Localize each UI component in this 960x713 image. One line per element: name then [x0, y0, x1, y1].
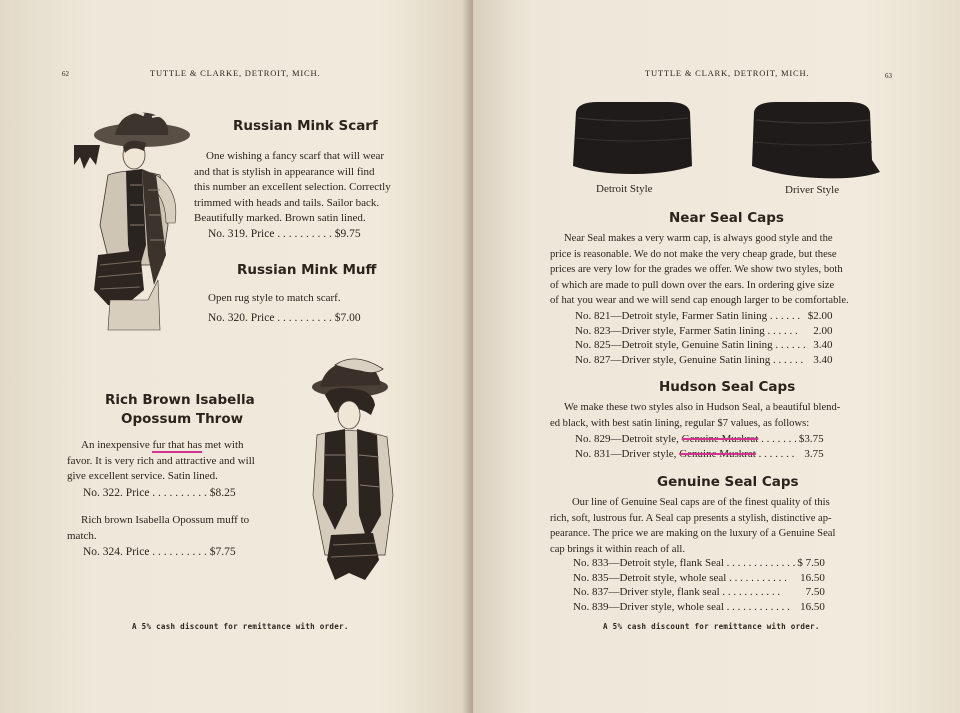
genuine-seal-line: cap brings it within reach of all.	[550, 543, 686, 555]
item-price: $2.00	[807, 310, 833, 323]
page-number: 63	[885, 72, 892, 80]
hudson-seal-price-list	[575, 432, 824, 461]
price-row	[573, 571, 825, 586]
item-desc: No. 837—Driver style, flank seal . . . . . . . . . . .	[573, 586, 781, 599]
genuine-seal-description	[550, 495, 889, 557]
genuine-seal-line: pearance. The price we are making on the luxury of a Genuine Seal	[550, 528, 836, 540]
item-price: 16.50	[800, 600, 825, 613]
scarf-title: Russian Mink Scarf	[233, 118, 378, 134]
price-row	[573, 556, 825, 571]
page-footer: A 5% cash discount for remittance with order.	[132, 622, 349, 631]
item-leader: . . . . . . .	[755, 447, 795, 460]
throw-muff-description	[67, 513, 282, 544]
price-row	[575, 432, 824, 447]
near-seal-line: price is reasonable. We do not make the very cheap grade, but these	[550, 248, 837, 260]
scarf-price-line: No. 319. Price . . . . . . . . . . $9.75	[208, 228, 361, 240]
throw-price-line: No. 322. Price . . . . . . . . . . $8.25	[83, 487, 236, 499]
near-seal-line: prices are very low for the grades we offer. We show two styles, both	[550, 264, 843, 276]
muff-price-line: No. 320. Price . . . . . . . . . . $7.00	[208, 312, 361, 324]
detroit-style-cap-image	[568, 100, 698, 178]
detroit-style-label: Detroit Style	[596, 183, 653, 195]
price-row	[573, 585, 825, 600]
price-row	[575, 447, 824, 462]
right-page	[473, 0, 960, 713]
running-head: TUTTLE & CLARKE, DETROIT, MICH.	[150, 68, 321, 78]
scarf-description	[194, 149, 408, 165]
near-seal-line: of which are made to pull down over the ears. In ordering give size	[550, 279, 835, 291]
item-desc: No. 835—Detroit style, whole seal . . . . . . . . . . .	[573, 571, 787, 584]
item-price: 3.40	[813, 353, 833, 366]
highlighted-phrase: fur that has	[152, 439, 202, 451]
scarf-description-line: trimmed with heads and tails. Sailor back.	[194, 196, 380, 209]
item-price: 16.50	[800, 571, 825, 584]
item-desc: No. 839—Driver style, whole seal . . . . . . . . . . . .	[573, 600, 790, 613]
item-leader: . . . . . . .	[758, 433, 797, 446]
struck-text: Genuine Muskrat	[681, 433, 759, 446]
item-price: 3.75	[804, 447, 824, 460]
driver-style-label: Driver Style	[785, 184, 840, 196]
item-desc	[575, 447, 797, 462]
scarf-description-line: Beautifully marked. Brown satin lined.	[194, 212, 366, 225]
near-seal-price-list	[575, 309, 832, 367]
item-price: 7.50	[805, 586, 825, 599]
item-desc: No. 821—Detroit style, Farmer Satin lining . . . . . .	[575, 310, 801, 323]
item-desc-text: No. 831—Driver style,	[575, 447, 680, 460]
throw-line1-post: met with	[201, 439, 244, 451]
struck-text: Genuine Muskrat	[679, 447, 756, 460]
item-price: 2.00	[813, 324, 833, 337]
throw-muff-line: Rich brown Isabella Opossum muff to	[81, 514, 250, 526]
scarf-description-line: this number an excellent selection. Correctly	[194, 181, 391, 194]
near-seal-line: Near Seal makes a very warm cap, is always good style and the	[564, 233, 833, 244]
throw-description	[67, 438, 282, 485]
item-desc	[575, 432, 797, 447]
genuine-seal-price-list	[573, 556, 825, 614]
hudson-seal-description	[550, 400, 889, 431]
price-row	[575, 353, 832, 368]
genuine-seal-title: Genuine Seal Caps	[657, 474, 799, 490]
genuine-seal-line: Our line of Genuine Seal caps are of the finest quality of this	[572, 497, 830, 508]
item-desc: No. 833—Detroit style, flank Seal . . . . . . . . . . . . .	[573, 557, 796, 570]
item-desc-text: No. 829—Detroit style,	[575, 433, 682, 446]
scarf-description-rest	[194, 165, 408, 227]
scarf-description-line: and that is stylish in appearance will find	[194, 165, 375, 178]
item-desc: No. 827—Driver style, Genuine Satin lining . . . . . .	[575, 353, 804, 366]
running-head: TUTTLE & CLARK, DETROIT, MICH.	[645, 68, 810, 78]
near-seal-description	[550, 231, 889, 309]
price-row	[575, 309, 832, 324]
item-desc: No. 825—Detroit style, Genuine Satin lining . . . . . .	[575, 339, 806, 352]
muff-description: Open rug style to match scarf.	[208, 292, 341, 304]
item-price: 3.40	[813, 339, 833, 352]
throw-description-line: favor. It is very rich and attractive and will	[67, 454, 255, 467]
genuine-seal-line: rich, soft, lustrous fur. A Seal cap presents a stylish, distinctive ap-	[550, 512, 832, 524]
left-page	[0, 0, 473, 713]
throw-muff-price-line: No. 324. Price . . . . . . . . . . $7.75	[83, 546, 236, 558]
throw-muff-line: match.	[67, 529, 97, 542]
price-row	[575, 324, 832, 339]
price-row	[575, 338, 832, 353]
item-price: $3.75	[798, 433, 824, 446]
throw-line1-pre: An inexpensive	[81, 439, 153, 451]
item-desc: No. 823—Driver style, Farmer Satin lining . . . . . .	[575, 324, 798, 337]
driver-style-cap-image	[748, 100, 883, 182]
near-seal-line: of hat you wear and we will send cap enough larger to be comfortable.	[550, 295, 849, 307]
page-footer: A 5% cash discount for remittance with order.	[603, 622, 820, 631]
throw-description-line: give excellent service. Satin lined.	[67, 470, 218, 483]
scarf-description-line: One wishing a fancy scarf that will wear	[206, 150, 385, 162]
price-row	[573, 600, 825, 615]
hudson-seal-line: ed black, with best satin lining, regular $7 values, as follows:	[550, 417, 810, 429]
throw-title-line2: Opossum Throw	[121, 411, 244, 427]
woman-with-scarf-illustration	[70, 105, 195, 340]
hudson-seal-line: We make these two styles also in Hudson Seal, a beautiful blend-	[564, 402, 841, 413]
item-price: $ 7.50	[797, 557, 825, 570]
woman-with-throw-illustration	[295, 355, 405, 590]
near-seal-title: Near Seal Caps	[669, 210, 784, 226]
throw-title-line1: Rich Brown Isabella	[105, 392, 255, 408]
muff-title: Russian Mink Muff	[237, 262, 377, 278]
hudson-seal-title: Hudson Seal Caps	[659, 379, 796, 395]
page-number: 62	[62, 70, 69, 78]
throw-description-line	[67, 438, 282, 454]
